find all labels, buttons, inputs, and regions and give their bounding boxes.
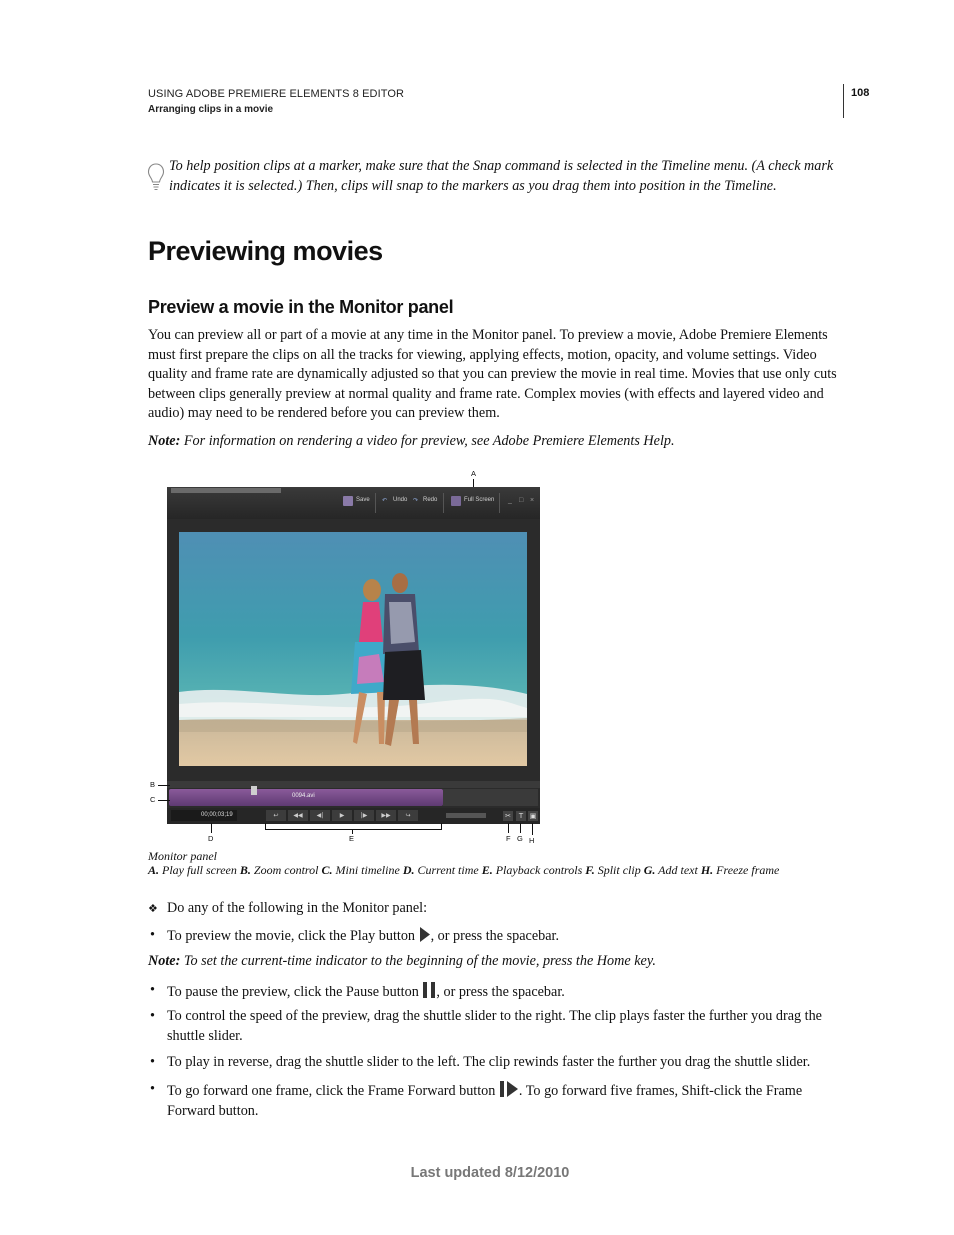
save-icon (343, 496, 353, 506)
full-screen-icon (451, 496, 461, 506)
legend-letter: F. (585, 863, 595, 877)
go-to-start-icon[interactable]: ↩ (266, 810, 286, 821)
redo-button[interactable]: Redo (423, 497, 438, 503)
step-marker: ❖ (148, 902, 158, 915)
legend-letter: B. (239, 863, 251, 877)
note-label: Note: (148, 433, 181, 449)
bullet-marker: • (150, 1081, 155, 1097)
callout-b: B (150, 780, 156, 789)
legend-letter: G. (643, 863, 656, 877)
legend-text: Playback controls (492, 863, 586, 877)
note-label: Note: (148, 953, 181, 969)
current-time[interactable]: 00;00;03;19 (171, 810, 237, 821)
note-text: For information on rendering a video for preview, see Adobe Premiere Elements Help. (180, 433, 675, 449)
subsection-title: Preview a movie in the Monitor panel (148, 297, 454, 317)
undo-icon: ↶ (382, 498, 388, 504)
legend-letter: H. (700, 863, 714, 877)
bullet-marker: • (150, 927, 155, 943)
callout-d-line (211, 823, 212, 833)
list-item (148, 926, 840, 947)
shuttle-slider[interactable] (446, 813, 486, 818)
bullet-marker: • (150, 1008, 155, 1024)
play-icon[interactable]: ▶ (332, 810, 352, 821)
callout-h: H (529, 836, 535, 845)
page-number: 108 (851, 87, 870, 99)
callout-e-bracket-right (441, 823, 442, 829)
play-button-icon (419, 926, 431, 943)
legend-text: Add text (655, 863, 701, 877)
legend-text: Play full screen (159, 863, 240, 877)
split-clip-icon[interactable]: ✂ (503, 811, 513, 821)
toolbar-separator (499, 493, 500, 513)
frame-forward-button-icon (499, 1080, 519, 1098)
frame-forward-icon[interactable]: |▶ (354, 810, 374, 821)
bullet-text: To pause the preview, click the Pause button (167, 984, 423, 1000)
callout-e-bracket-left (265, 823, 266, 829)
bullet-text: , or press the spacebar. (430, 928, 560, 944)
list-item (148, 1080, 840, 1121)
close-icon[interactable]: × (530, 497, 535, 504)
add-text-icon[interactable]: T (516, 811, 526, 821)
bullet-text: To preview the movie, click the Play button (167, 928, 419, 944)
legend-text: Current time (414, 863, 482, 877)
note-rendering (148, 432, 675, 452)
callout-c-line (158, 800, 170, 801)
full-screen-button[interactable]: Full Screen (464, 497, 495, 503)
callout-g-line (520, 823, 521, 833)
toolbar-separator (375, 493, 376, 513)
bullet-text: To control the speed of the preview, drag the shuttle slider to the right. The clip plays faster the further you drag the shuttle slider. (167, 1008, 822, 1044)
intro-paragraph: You can preview all or part of a movie at any time in the Monitor panel. To preview a movie, Adobe Premiere Elements must first prepare the clips on all the tracks for viewing, applying effects, motion, opacity, and volume settings. Video quality and frame rate are dynamically adjusted so that you can preview the movie in real time. Movies that use only cuts between clips generally preview at normal quality and frame rate. Complex movies (with effects and layered video and audio) may need to be rendered before you can preview them. (148, 327, 837, 421)
legend-letter: C. (321, 863, 333, 877)
procedure-step (148, 899, 427, 919)
legend-letter: D. (402, 863, 415, 877)
callout-b-line (158, 785, 170, 786)
legend-letter: E. (481, 863, 493, 877)
note-text: To set the current-time indicator to the beginning of the movie, press the Home key. (180, 953, 656, 969)
header-divider (843, 84, 844, 118)
running-header-subtitle: Arranging clips in a movie (148, 104, 274, 115)
list-item (148, 981, 840, 1003)
footer-last-updated: Last updated 8/12/2010 (410, 1165, 570, 1181)
list-item (148, 1007, 840, 1046)
clip-name: 0094.avi (292, 793, 315, 799)
monitor-panel-figure (167, 487, 540, 824)
callout-h-line (532, 823, 533, 835)
callout-e: E (349, 834, 355, 843)
legend-text: Freeze frame (713, 863, 780, 877)
redo-icon: ↷ (413, 498, 419, 504)
section-title: Previewing movies (148, 236, 383, 266)
step-text: Do any of the following in the Monitor panel: (167, 900, 428, 916)
beach-video-frame (179, 532, 527, 766)
legend-text: Zoom control (250, 863, 322, 877)
legend-text: Split clip (594, 863, 644, 877)
bullet-text: To play in reverse, drag the shuttle slider to the left. The clip rewinds faster the further you drag the shuttle slider. (167, 1054, 811, 1070)
callout-d: D (208, 834, 214, 843)
frame-back-icon[interactable]: ◀| (310, 810, 330, 821)
go-to-end-icon[interactable]: ↪ (398, 810, 418, 821)
callout-c: C (150, 795, 156, 804)
legend-text: Mini timeline (332, 863, 403, 877)
callout-e-bracket (265, 829, 442, 830)
callout-f: F (506, 834, 511, 843)
callout-g: G (517, 834, 523, 843)
current-time-indicator[interactable] (251, 786, 257, 795)
bullet-text: , or press the spacebar. (436, 984, 565, 1000)
freeze-frame-icon[interactable]: ▣ (529, 812, 537, 820)
bullet-marker: • (150, 982, 155, 998)
note-home-key (148, 952, 656, 972)
toolbar-separator (443, 493, 444, 513)
figure-caption-legend (148, 863, 779, 878)
bullet-text: . To go forward five frames, Shift-click the Frame Forward button. (167, 1083, 803, 1119)
video-viewer (179, 532, 527, 766)
bullet-marker: • (150, 1054, 155, 1070)
callout-f-line (508, 823, 509, 833)
save-button[interactable]: Save (356, 497, 370, 503)
legend-letter: A. (148, 863, 160, 877)
undo-button[interactable]: Undo (393, 497, 408, 503)
pause-button-icon (422, 981, 436, 999)
tip-text: To help position clips at a marker, make sure that the Snap command is selected in the Timeline menu. (A check mark indicates it is selected.) Then, clips will snap to the markers as you drag them into position in the Timeline. (169, 158, 834, 194)
rewind-icon[interactable]: ◀◀ (288, 810, 308, 821)
lightbulb-icon (147, 163, 165, 193)
bullet-text: To go forward one frame, click the Frame Forward button (167, 1083, 499, 1099)
maximize-icon[interactable]: □ (519, 497, 524, 504)
figure-caption-title: Monitor panel (148, 849, 217, 863)
fast-forward-icon[interactable]: ▶▶ (376, 810, 396, 821)
list-item (148, 1053, 840, 1073)
zoom-control[interactable] (167, 781, 540, 788)
callout-a: A (471, 469, 477, 478)
minimize-icon[interactable]: _ (508, 497, 512, 504)
mini-timeline-empty (443, 789, 538, 806)
zoom-slider-track[interactable] (171, 488, 281, 493)
running-header-title: USING ADOBE PREMIERE ELEMENTS 8 EDITOR (148, 88, 405, 100)
